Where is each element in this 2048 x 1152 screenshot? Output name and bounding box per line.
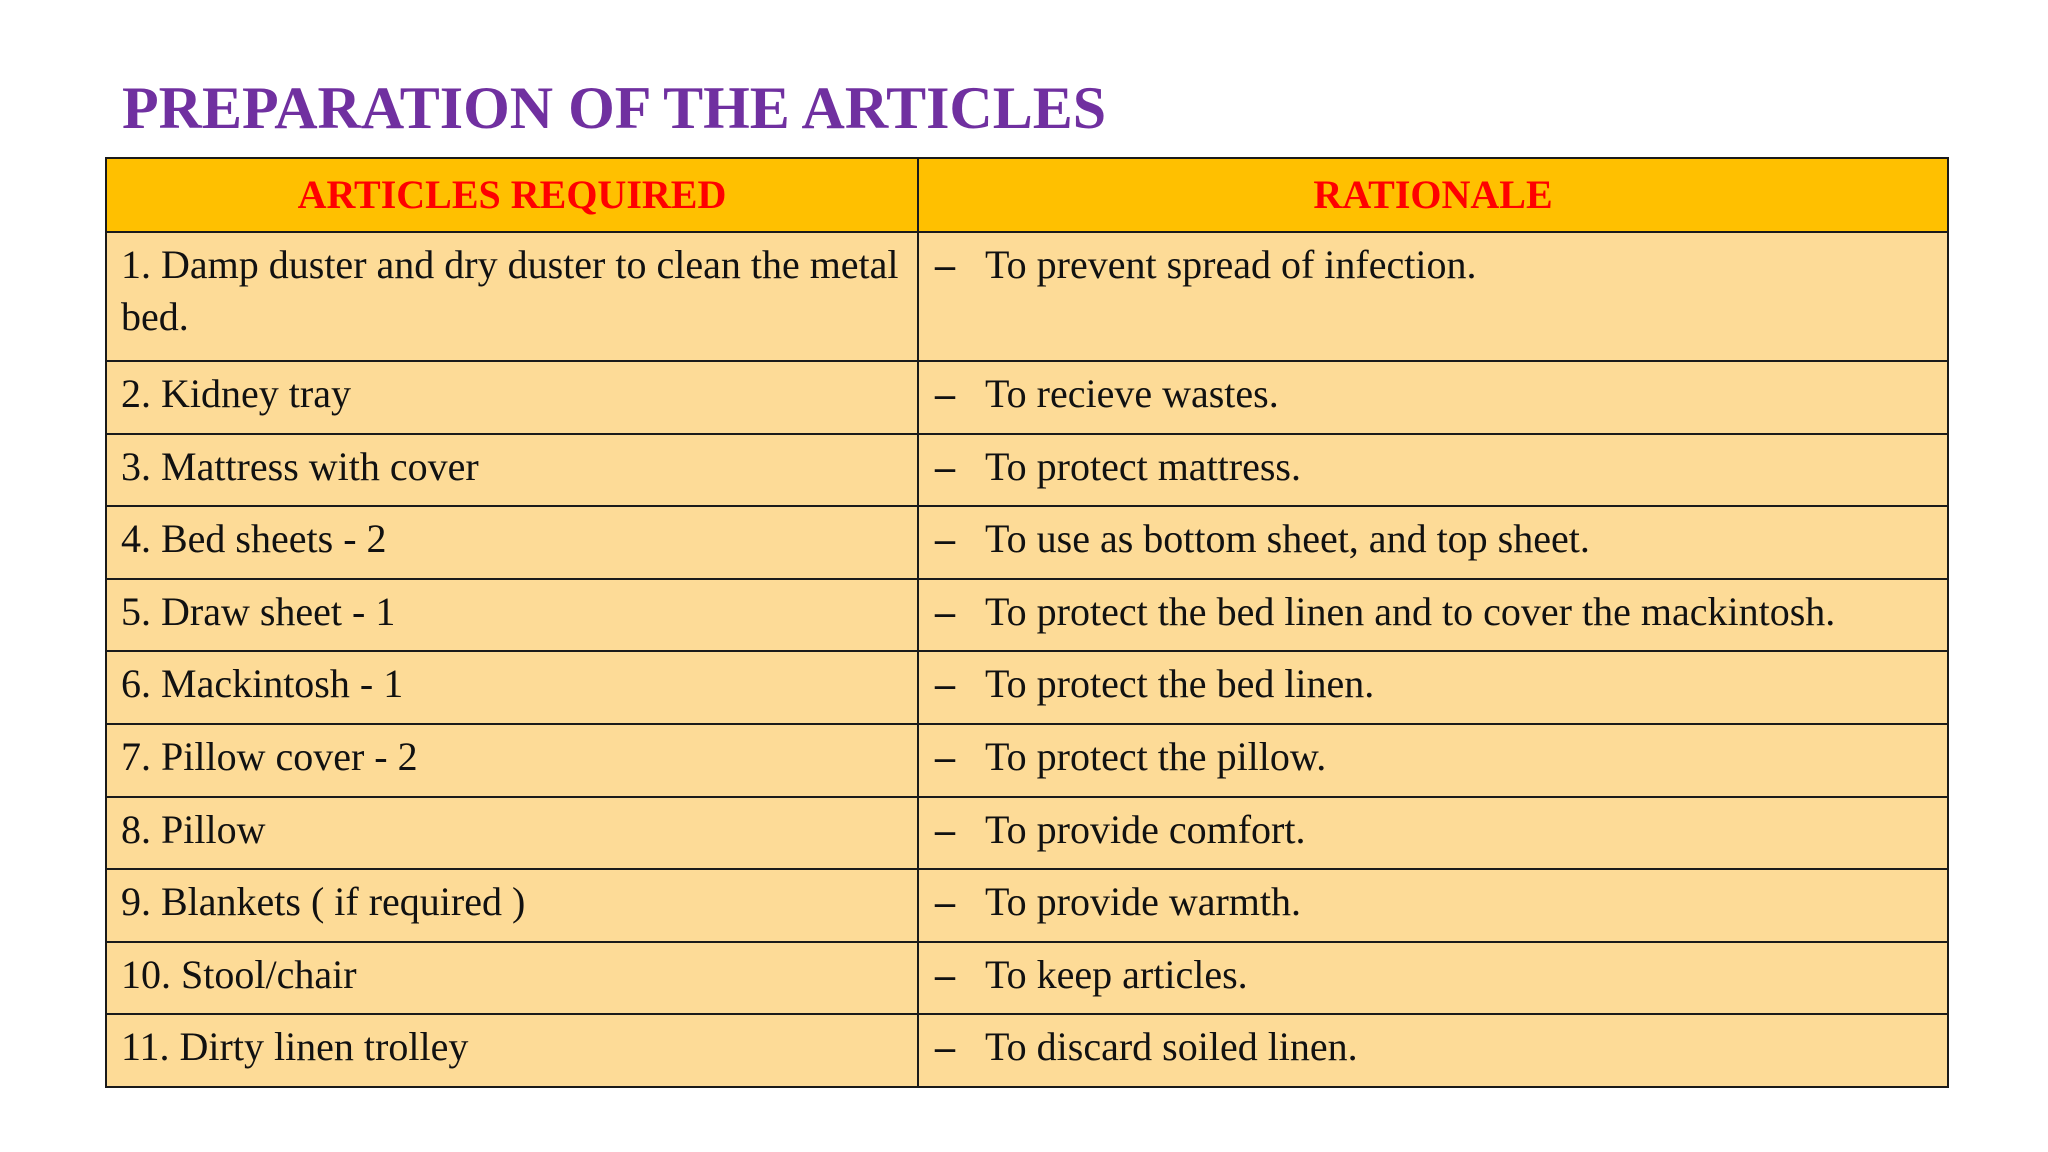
articles-table	[105, 157, 1949, 1088]
rationale-text: To protect the bed linen.	[985, 661, 1375, 707]
dash-bullet: –	[935, 242, 955, 287]
rationale-cell	[918, 232, 1948, 361]
article-cell: 5. Draw sheet - 1	[106, 579, 918, 652]
article-cell: 11. Dirty linen trolley	[106, 1014, 918, 1087]
rationale-cell	[918, 1014, 1948, 1087]
column-header-articles: ARTICLES REQUIRED	[106, 158, 918, 232]
table-row	[106, 869, 1948, 942]
table-row	[106, 232, 1948, 361]
rationale-cell	[918, 651, 1948, 724]
dash-bullet: –	[935, 516, 955, 562]
column-header-rationale: RATIONALE	[918, 158, 1948, 232]
rationale-text: To provide comfort.	[985, 806, 1306, 852]
table-row	[106, 942, 1948, 1015]
dash-bullet: –	[935, 443, 955, 489]
table-row	[106, 724, 1948, 797]
table-row	[106, 361, 1948, 434]
rationale-text: To prevent spread of infection.	[985, 242, 1477, 287]
rationale-cell	[918, 506, 1948, 579]
article-cell: 2. Kidney tray	[106, 361, 918, 434]
article-cell: 8. Pillow	[106, 797, 918, 870]
rationale-text: To protect the bed linen and to cover the mackintosh.	[985, 588, 1836, 634]
rationale-cell	[918, 797, 1948, 870]
article-cell: 6. Mackintosh - 1	[106, 651, 918, 724]
dash-bullet: –	[935, 879, 955, 925]
table-row	[106, 434, 1948, 507]
article-cell: 9. Blankets ( if required )	[106, 869, 918, 942]
article-cell: 4. Bed sheets - 2	[106, 506, 918, 579]
rationale-text: To protect mattress.	[985, 443, 1301, 489]
rationale-cell	[918, 361, 1948, 434]
rationale-text: To protect the pillow.	[985, 733, 1327, 779]
dash-bullet: –	[935, 371, 955, 416]
rationale-text: To provide warmth.	[985, 879, 1302, 925]
table-row	[106, 797, 1948, 870]
table-row	[106, 651, 1948, 724]
dash-bullet: –	[935, 1024, 955, 1070]
rationale-text: To use as bottom sheet, and top sheet.	[985, 516, 1590, 562]
rationale-cell	[918, 579, 1948, 652]
dash-bullet: –	[935, 951, 955, 997]
article-cell: 7. Pillow cover - 2	[106, 724, 918, 797]
table-header-row	[106, 158, 1948, 232]
rationale-cell	[918, 869, 1948, 942]
dash-bullet: –	[935, 588, 955, 634]
table-row	[106, 579, 1948, 652]
dash-bullet: –	[935, 733, 955, 779]
table-row	[106, 1014, 1948, 1087]
rationale-text: To discard soiled linen.	[985, 1024, 1358, 1070]
dash-bullet: –	[935, 661, 955, 707]
table-row	[106, 506, 1948, 579]
rationale-cell	[918, 724, 1948, 797]
rationale-text: To keep articles.	[985, 951, 1248, 997]
article-cell: 10. Stool/chair	[106, 942, 918, 1015]
article-cell: 1. Damp duster and dry duster to clean the metal bed.	[106, 232, 918, 361]
dash-bullet: –	[935, 806, 955, 852]
page-title: PREPARATION OF THE ARTICLES	[122, 75, 1107, 141]
rationale-cell	[918, 434, 1948, 507]
rationale-cell	[918, 942, 1948, 1015]
rationale-text: To recieve wastes.	[985, 371, 1279, 416]
article-cell: 3. Mattress with cover	[106, 434, 918, 507]
